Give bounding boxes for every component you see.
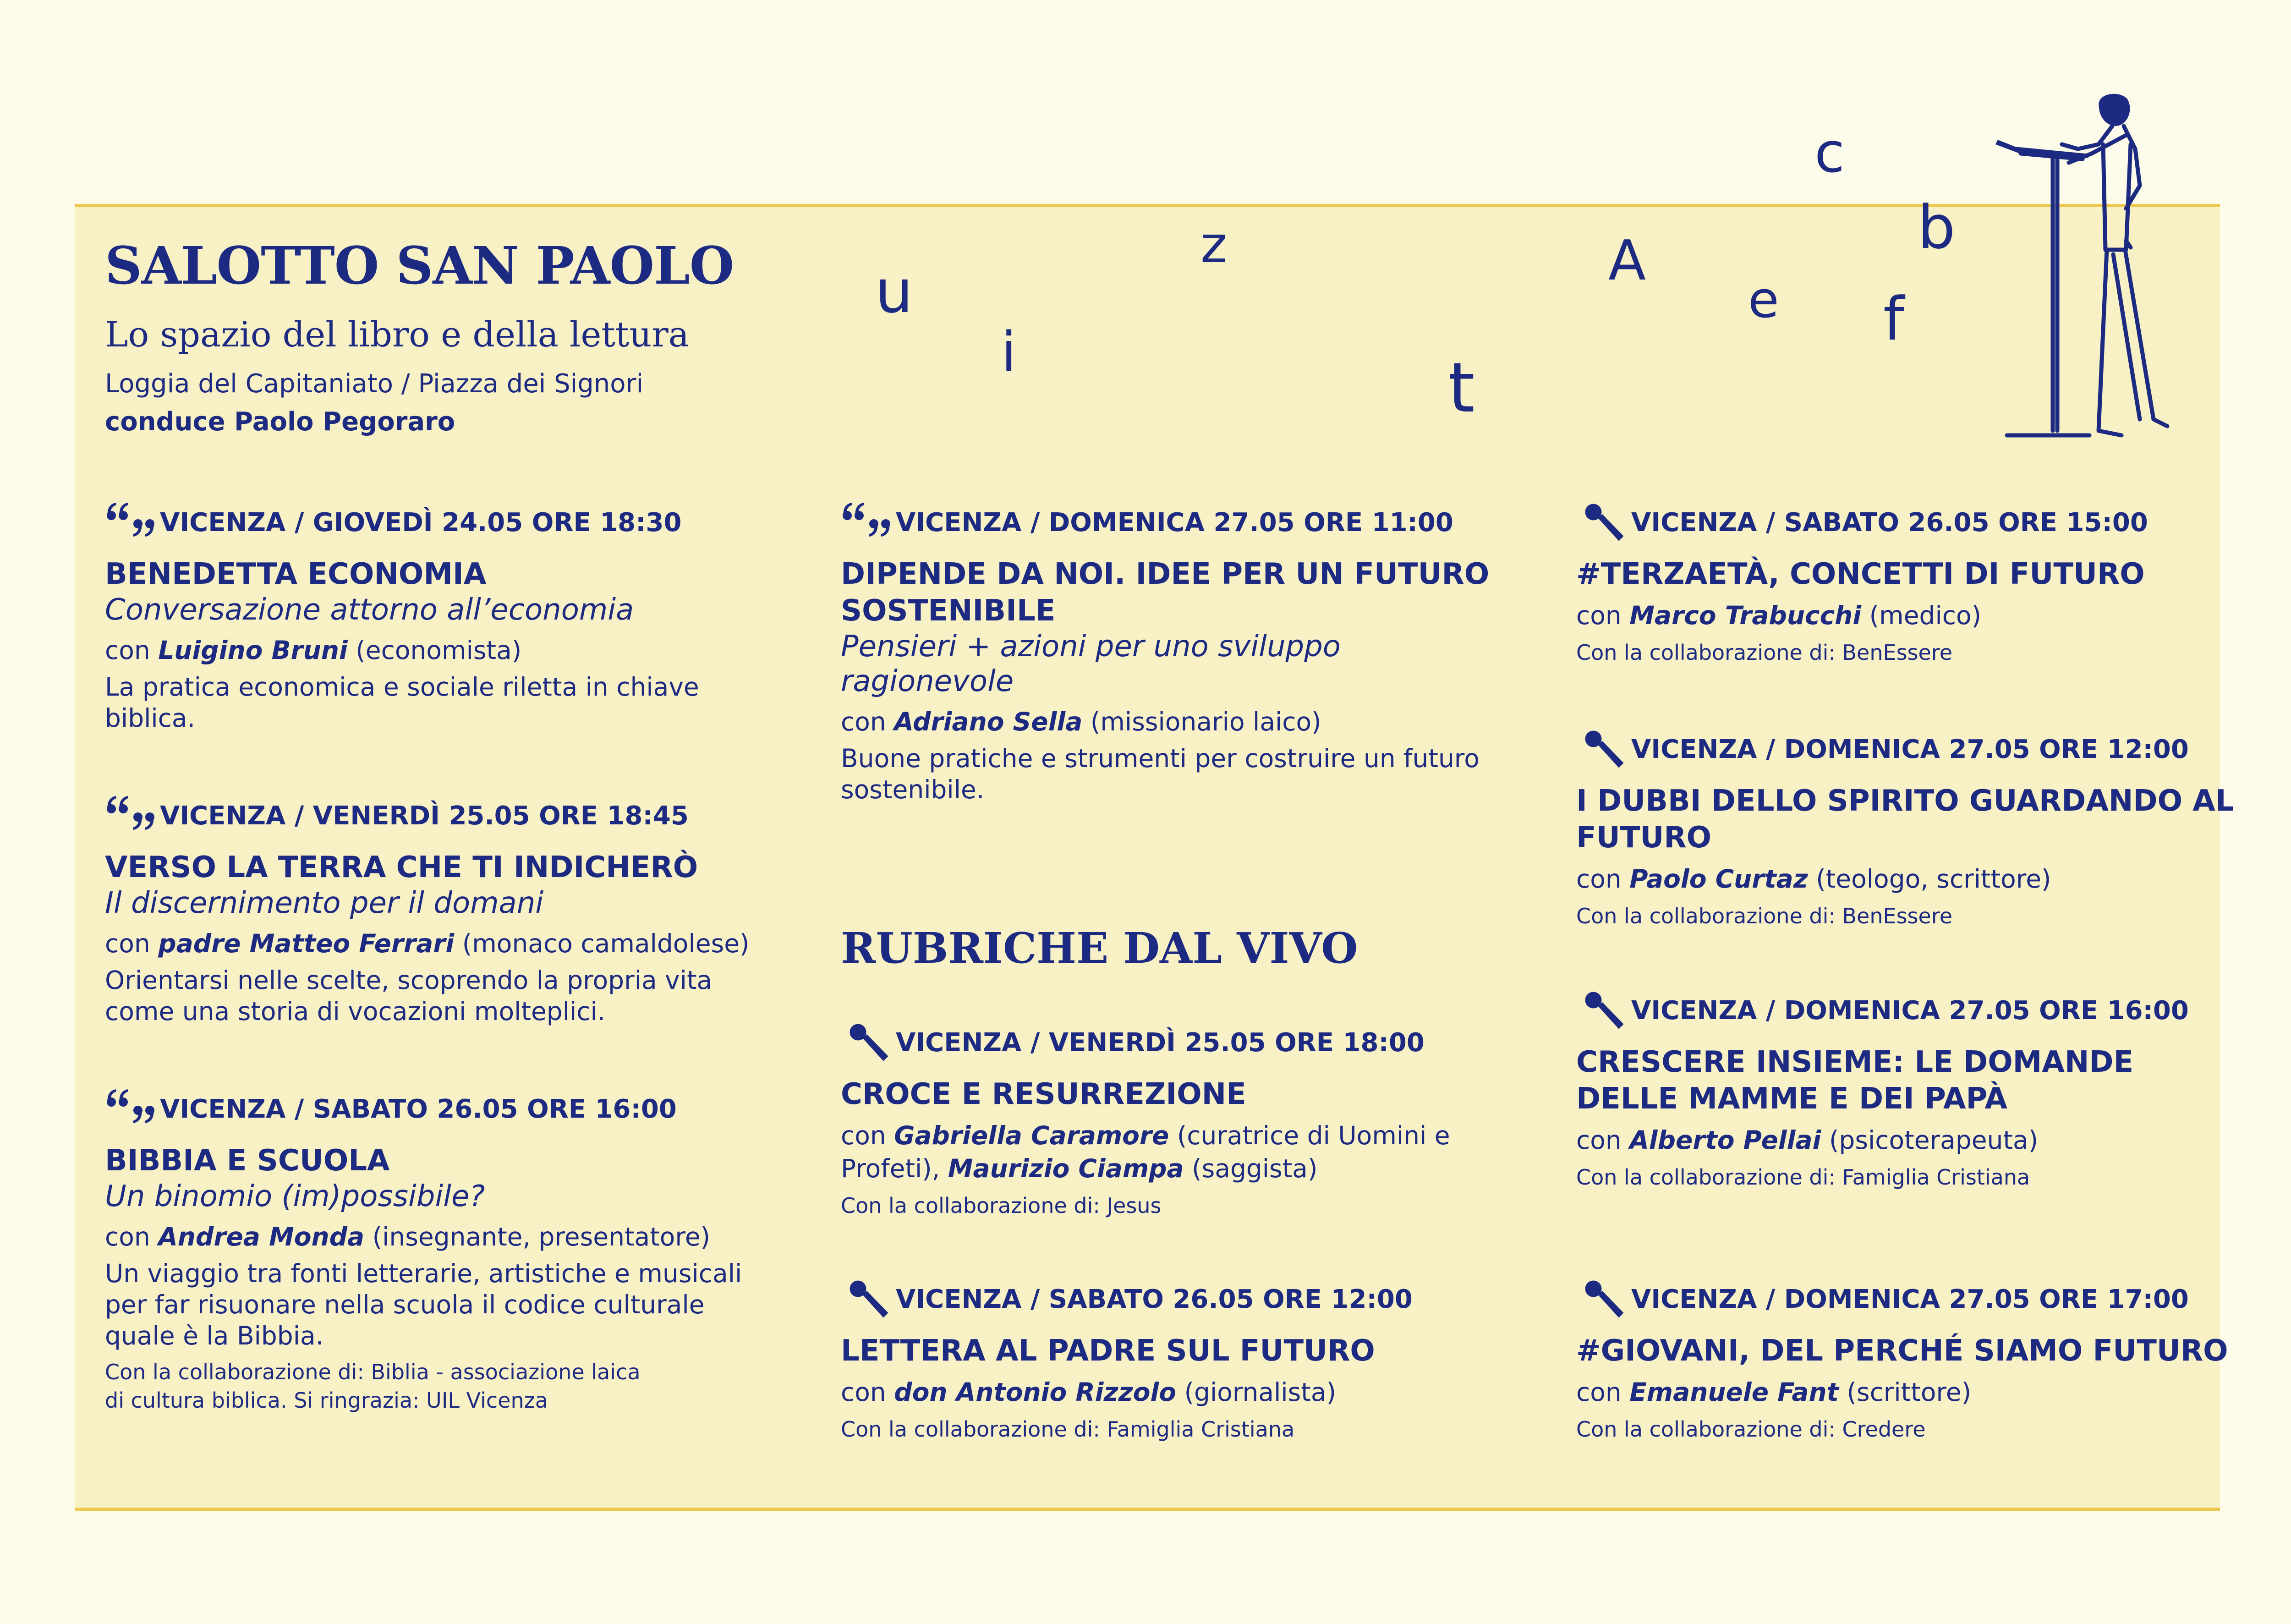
event-guest-line: con don Antonio Rizzolo (giornalista) — [841, 1377, 1337, 1407]
event-credit: Con la collaborazione di: Jesus — [841, 1193, 1162, 1218]
guest-role: (missionario laico) — [1082, 707, 1321, 736]
event-description: La pratica economica e sociale riletta in chiave biblica. — [105, 672, 699, 733]
event-header — [841, 502, 1501, 543]
event-guest-line: con Alberto Pellai (psicoterapeuta) — [1576, 1125, 2039, 1155]
guest-name: Luigino Bruni — [158, 636, 348, 665]
man-at-lectern-illustration — [1989, 89, 2172, 447]
guest-name: Adriano Sella — [894, 707, 1083, 736]
guest-name: Paolo Curtaz — [1629, 864, 1808, 894]
event-header — [841, 1022, 1501, 1063]
venue-location: Loggia del Capitaniato / Piazza dei Signori — [105, 369, 644, 399]
guest-role: (insegnante, presentatore) — [364, 1222, 711, 1251]
event-subtitle: Pensieri + azioni per uno sviluppo ragionevole — [841, 630, 1341, 698]
event-datetime: VICENZA / DOMENICA 27.05 ORE 12:00 — [1631, 734, 2189, 764]
event-header — [1576, 729, 2236, 770]
event-subtitle: Conversazione attorno all’economia — [105, 593, 634, 627]
guest-name: Gabriella Caramore — [894, 1121, 1169, 1150]
guest-role: (psicoterapeuta) — [1821, 1125, 2039, 1155]
event-card — [105, 1088, 765, 1415]
guest-role: (saggista) — [1184, 1154, 1318, 1183]
guest-role: (medico) — [1861, 601, 1982, 630]
event-header — [105, 502, 765, 543]
event-datetime: VICENZA / VENERDÌ 25.05 ORE 18:00 — [896, 1027, 1425, 1058]
event-title: I DUBBI DELLO SPIRITO GUARDANDO AL FUTURO — [1576, 784, 2234, 855]
event-credit: Con la collaborazione di: Famiglia Cristiana — [841, 1417, 1295, 1442]
microphone-icon — [1576, 729, 1631, 770]
guest-role: (teologo, scrittore) — [1808, 864, 2051, 894]
event-guest-line: con Luigino Bruni (economista) — [105, 636, 522, 665]
illustration-letter: z — [1200, 215, 1227, 274]
guest-name: Marco Trabucchi — [1629, 601, 1862, 630]
event-guest-line: con Emanuele Fant (scrittore) — [1576, 1377, 1972, 1407]
column-left — [105, 502, 765, 1464]
event-datetime: VICENZA / GIOVEDÌ 24.05 ORE 18:30 — [160, 507, 682, 538]
guest-role: (economista) — [347, 636, 522, 665]
event-datetime: VICENZA / DOMENICA 27.05 ORE 11:00 — [896, 507, 1453, 538]
quote-icon — [841, 502, 896, 543]
event-title: CRESCERE INSIEME: LE DOMANDE DELLE MAMME E DEI PAPÀ — [1576, 1045, 2134, 1116]
guest-role: (curatrice di Uomini e Profeti), — [841, 1121, 1450, 1183]
illustration-letter: u — [875, 257, 913, 326]
guest-name: Alberto Pellai — [1629, 1125, 1821, 1155]
page-title: SALOTTO SAN PAOLO — [105, 236, 734, 296]
microphone-icon — [841, 1022, 896, 1063]
section-title-live: RUBRICHE DAL VIVO — [841, 923, 1358, 973]
event-description: Orientarsi nelle scelte, scoprendo la propria vita come una storia di vocazioni molteplici. — [105, 966, 713, 1026]
illustration-letter: b — [1918, 192, 1956, 262]
guest-role: (giornalista) — [1176, 1377, 1337, 1407]
illustration-letter: e — [1748, 270, 1779, 329]
event-datetime: VICENZA / VENERDÌ 25.05 ORE 18:45 — [160, 801, 689, 831]
event-datetime: VICENZA / SABATO 26.05 ORE 15:00 — [1631, 507, 2148, 538]
event-guest-line: con Andrea Monda (insegnante, presentatore) — [105, 1222, 711, 1251]
microphone-icon — [841, 1278, 896, 1320]
quote-icon — [105, 502, 160, 543]
event-title: LETTERA AL PADRE SUL FUTURO — [841, 1334, 1375, 1368]
event-guest-line: con Adriano Sella (missionario laico) — [841, 707, 1321, 736]
host-line: conduce Paolo Pegoraro — [105, 407, 455, 437]
event-title: BENEDETTA ECONOMIA — [105, 557, 487, 591]
column-right — [1576, 502, 2236, 1464]
guest-name: Maurizio Ciampa — [948, 1154, 1184, 1183]
event-guest-line: con Gabriella Caramore (curatrice di Uomini e Profeti), Maurizio Ciampa (saggista) — [841, 1121, 1450, 1183]
event-card — [1576, 729, 2236, 930]
event-title: CROCE E RESURREZIONE — [841, 1077, 1246, 1111]
event-credit: Con la collaborazione di: BenEssere — [1576, 640, 1953, 665]
event-subtitle: Un binomio (im)possibile? — [105, 1180, 485, 1213]
event-datetime: VICENZA / DOMENICA 27.05 ORE 16:00 — [1631, 995, 2189, 1026]
event-header — [841, 1278, 1501, 1320]
event-card — [1576, 502, 2236, 667]
quote-icon — [105, 1088, 160, 1130]
event-guest-line: con padre Matteo Ferrari (monaco camaldolese) — [105, 929, 750, 958]
event-credit: Con la collaborazione di: Credere — [1576, 1417, 1926, 1442]
event-guest-line: con Paolo Curtaz (teologo, scrittore) — [1576, 864, 2051, 894]
event-credit: Con la collaborazione di: Biblia - associazione laica di cultura biblica. Si ringrazia: UIL Vicenza — [105, 1360, 641, 1413]
event-title: VERSO LA TERRA CHE TI INDICHERÒ — [105, 850, 698, 884]
event-description: Buone pratiche e strumenti per costruire un futuro sostenibile. — [841, 744, 1480, 804]
event-card — [841, 502, 1501, 805]
event-description: Un viaggio tra fonti letterarie, artistiche e musicali per far risuonare nella scuola il codice culturale quale è la Bibbia. — [105, 1259, 742, 1350]
guest-name: Andrea Monda — [158, 1222, 365, 1251]
illustration-letter: t — [1448, 348, 1475, 428]
event-title: #GIOVANI, DEL PERCHÉ SIAMO FUTURO — [1576, 1334, 2228, 1368]
page-subtitle: Lo spazio del libro e della lettura — [105, 314, 690, 355]
illustration-letter: i — [1001, 321, 1017, 384]
event-header — [105, 795, 765, 836]
guest-name: don Antonio Rizzolo — [894, 1377, 1177, 1407]
event-header — [1576, 990, 2236, 1031]
illustration-letter: f — [1883, 284, 1904, 354]
illustration-letter: c — [1814, 121, 1845, 185]
guest-name: Emanuele Fant — [1629, 1377, 1839, 1407]
guest-role: (monaco camaldolese) — [454, 929, 750, 958]
guest-role: (scrittore) — [1838, 1377, 1972, 1407]
event-header — [1576, 1278, 2236, 1320]
event-datetime: VICENZA / DOMENICA 27.05 ORE 17:00 — [1631, 1284, 2189, 1314]
column-middle — [841, 502, 1501, 1464]
event-credit: Con la collaborazione di: Famiglia Cristiana — [1576, 1165, 2030, 1190]
event-title: BIBBIA E SCUOLA — [105, 1144, 390, 1178]
event-datetime: VICENZA / SABATO 26.05 ORE 12:00 — [896, 1284, 1413, 1314]
microphone-icon — [1576, 1278, 1631, 1320]
quote-icon — [105, 795, 160, 836]
event-card — [841, 1278, 1501, 1443]
event-header — [1576, 502, 2236, 543]
event-subtitle: Il discernimento per il domani — [105, 886, 544, 920]
event-title: #TERZAETÀ, CONCETTI DI FUTURO — [1576, 557, 2145, 591]
microphone-icon — [1576, 990, 1631, 1031]
illustration-letter: A — [1608, 229, 1646, 293]
event-card — [1576, 1278, 2236, 1443]
guest-name: padre Matteo Ferrari — [158, 929, 455, 958]
event-card — [1576, 990, 2236, 1191]
event-guest-line: con Marco Trabucchi (medico) — [1576, 601, 1982, 630]
event-card — [841, 1022, 1501, 1220]
event-card — [105, 502, 765, 734]
event-credit: Con la collaborazione di: BenEssere — [1576, 904, 1953, 928]
event-title: DIPENDE DA NOI. IDEE PER UN FUTURO SOSTENIBILE — [841, 557, 1490, 628]
event-header — [105, 1088, 765, 1130]
microphone-icon — [1576, 502, 1631, 543]
event-datetime: VICENZA / SABATO 26.05 ORE 16:00 — [160, 1094, 677, 1124]
event-card — [105, 795, 765, 1027]
